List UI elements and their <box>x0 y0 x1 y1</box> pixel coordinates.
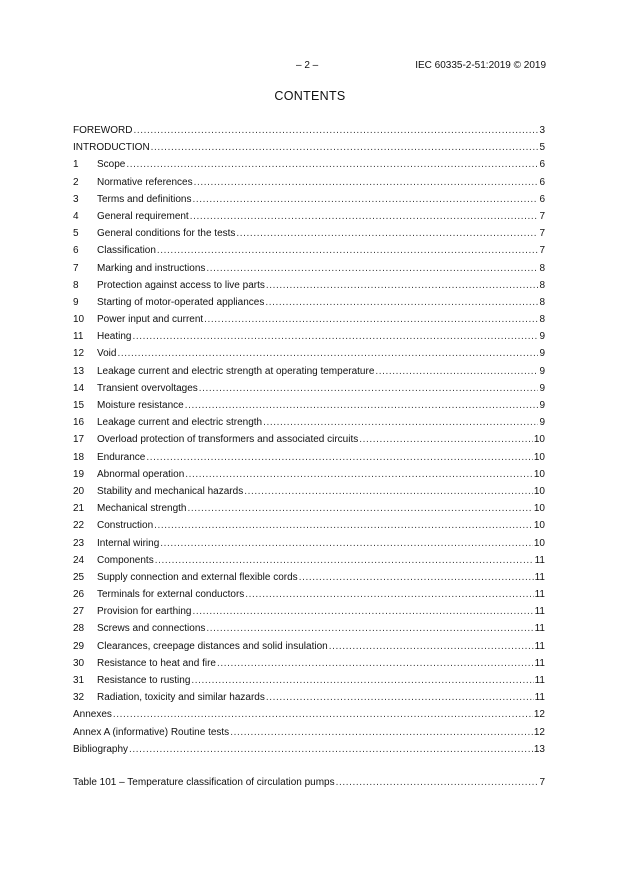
entry-title: Normative references <box>97 176 193 188</box>
dot-leader <box>230 724 533 741</box>
page-ref: 12 <box>533 709 545 721</box>
toc-entry[interactable] <box>73 174 545 191</box>
page-ref: 3 <box>539 125 545 136</box>
dot-leader <box>129 741 533 758</box>
toc-entry[interactable] <box>73 552 545 569</box>
entry-title: Classification <box>97 245 156 257</box>
dot-leader <box>375 363 538 380</box>
dot-leader <box>193 603 534 620</box>
dot-leader <box>190 208 539 225</box>
dot-leader <box>266 689 534 706</box>
toc-entry[interactable] <box>73 122 545 139</box>
page-number: – 2 – <box>296 60 319 71</box>
toc-entry[interactable] <box>73 208 545 225</box>
clause-number: 5 <box>73 228 79 240</box>
dot-leader <box>185 466 533 483</box>
clause-number: 26 <box>73 589 85 601</box>
page-ref: 6 <box>539 159 545 171</box>
entry-title: FOREWORD <box>73 125 133 136</box>
page-ref: 8 <box>539 314 545 326</box>
entry-title: General requirement <box>97 210 189 222</box>
toc-entry[interactable] <box>73 483 545 500</box>
toc-entry[interactable] <box>73 260 545 277</box>
entry-title: Void <box>97 348 117 360</box>
page-ref: 10 <box>533 451 545 463</box>
page-ref: 11 <box>534 623 545 635</box>
document-reference: IEC 60335-2-51:2019 © 2019 <box>415 60 546 71</box>
dot-leader <box>199 380 539 397</box>
toc-entry[interactable] <box>73 655 545 672</box>
page-ref: 6 <box>539 176 545 188</box>
page-ref: 7 <box>539 228 545 240</box>
page-ref: 7 <box>539 245 545 257</box>
toc-entry[interactable] <box>73 311 545 328</box>
entry-title: General conditions for the tests <box>97 228 236 240</box>
entry-title: Marking and instructions <box>97 262 206 274</box>
page-ref: 6 <box>539 193 545 205</box>
entry-title: Provision for earthing <box>97 606 192 618</box>
clause-number: 16 <box>73 417 85 429</box>
dot-leader <box>359 431 533 448</box>
entry-title: Supply connection and external flexible cords <box>97 571 298 583</box>
dot-leader <box>154 517 533 534</box>
page-ref: 10 <box>533 520 545 532</box>
entry-title: INTRODUCTION <box>73 142 150 154</box>
entry-title: Scope <box>97 159 126 171</box>
toc-entry[interactable] <box>73 449 545 466</box>
toc-entry[interactable] <box>73 277 545 294</box>
dot-leader <box>185 397 539 414</box>
page-ref: 8 <box>539 296 545 308</box>
clause-number: 4 <box>73 210 79 222</box>
entry-title: Annexes <box>73 709 112 721</box>
toc-entry[interactable] <box>73 620 545 637</box>
clause-number: 20 <box>73 485 85 497</box>
dot-leader <box>188 500 533 517</box>
toc-entry[interactable] <box>73 724 545 741</box>
page-ref: 13 <box>533 743 545 755</box>
toc-entry[interactable] <box>73 586 545 603</box>
clause-number: 19 <box>73 468 85 480</box>
clause-number: 7 <box>73 262 79 274</box>
table-entry[interactable] <box>73 774 545 791</box>
page-ref: 5 <box>539 142 545 154</box>
page-ref: 9 <box>539 365 545 377</box>
entry-title: Resistance to rusting <box>97 675 191 686</box>
clause-number: 15 <box>73 400 85 411</box>
toc-entry[interactable] <box>73 191 545 208</box>
entry-title: Leakage current and electric strength <box>97 417 263 429</box>
toc-entry[interactable] <box>73 689 545 706</box>
page-ref: 10 <box>533 434 545 446</box>
entry-title: Protection against access to live parts <box>97 279 265 291</box>
clause-number: 23 <box>73 537 85 549</box>
page-ref: 11 <box>534 554 545 566</box>
page-ref: 11 <box>534 692 545 704</box>
clause-number: 8 <box>73 279 79 291</box>
dot-leader <box>126 156 538 173</box>
clause-number: 13 <box>73 365 85 377</box>
clause-number: 22 <box>73 520 85 532</box>
toc-entry[interactable] <box>73 603 545 620</box>
entry-title: Terms and definitions <box>97 193 192 205</box>
dot-leader <box>157 242 539 259</box>
page-ref: 11 <box>534 640 545 652</box>
page-ref: 10 <box>533 468 545 480</box>
page-ref: 11 <box>534 589 545 601</box>
entry-title: Table 101 – Temperature classification of circulation pumps <box>73 777 335 788</box>
toc-entry[interactable] <box>73 380 545 397</box>
clause-number: 11 <box>73 331 84 343</box>
toc-entry[interactable] <box>73 672 545 689</box>
clause-number: 1 <box>73 159 79 171</box>
entry-title: Construction <box>97 520 154 532</box>
dot-leader <box>193 191 539 208</box>
list-of-tables <box>73 774 545 791</box>
entry-title: Radiation, toxicity and similar hazards <box>97 692 265 704</box>
page-ref: 12 <box>533 726 545 738</box>
clause-number: 14 <box>73 382 85 394</box>
toc-entry[interactable] <box>73 431 545 448</box>
page-ref: 9 <box>539 382 545 394</box>
entry-title: Terminals for external conductors <box>97 589 245 601</box>
page-ref: 11 <box>534 606 545 618</box>
toc-entry[interactable] <box>73 242 545 259</box>
toc-entry[interactable] <box>73 294 545 311</box>
dot-leader <box>299 569 534 586</box>
entry-title: Abnormal operation <box>97 468 185 480</box>
contents-title: CONTENTS <box>274 89 346 103</box>
clause-number: 25 <box>73 571 85 583</box>
page-ref: 8 <box>539 262 545 274</box>
page-ref: 11 <box>534 657 545 669</box>
clause-number: 17 <box>73 434 85 446</box>
dot-leader <box>204 311 538 328</box>
toc-entry[interactable] <box>73 363 545 380</box>
clause-number: 32 <box>73 692 85 704</box>
dot-leader <box>336 774 539 791</box>
toc-entry[interactable] <box>73 535 545 552</box>
clause-number: 30 <box>73 657 85 669</box>
page-ref: 9 <box>539 331 545 343</box>
dot-leader <box>245 586 533 603</box>
entry-title: Mechanical strength <box>97 503 187 515</box>
toc-entry[interactable] <box>73 706 545 723</box>
entry-title: Resistance to heat and fire <box>97 657 216 669</box>
dot-leader <box>132 328 538 345</box>
toc-entry[interactable] <box>73 345 545 362</box>
dot-leader <box>133 122 538 139</box>
dot-leader <box>160 535 533 552</box>
page-ref: 10 <box>533 537 545 549</box>
page-ref: 9 <box>539 348 545 360</box>
entry-title: Starting of motor-operated appliances <box>97 296 265 308</box>
dot-leader <box>263 414 538 431</box>
dot-leader <box>329 638 534 655</box>
toc-entry[interactable] <box>73 328 545 345</box>
dot-leader <box>217 655 534 672</box>
entry-title: Moisture resistance <box>97 400 184 411</box>
page-ref: 11 <box>534 675 545 686</box>
dot-leader <box>236 225 538 242</box>
toc-entry[interactable] <box>73 397 545 414</box>
entry-title: Heating <box>97 331 132 343</box>
table-of-contents <box>73 122 545 758</box>
entry-title: Components <box>97 554 154 566</box>
toc-entry[interactable] <box>73 500 545 517</box>
dot-leader <box>194 174 539 191</box>
clause-number: 10 <box>73 314 85 326</box>
toc-entry[interactable] <box>73 741 545 758</box>
dot-leader <box>151 139 539 156</box>
entry-title: Clearances, creepage distances and solid insulation <box>97 640 328 652</box>
dot-leader <box>146 449 533 466</box>
entry-title: Internal wiring <box>97 537 160 549</box>
toc-entry[interactable] <box>73 225 545 242</box>
page-ref: 8 <box>539 279 545 291</box>
clause-number: 18 <box>73 451 85 463</box>
page-ref: 9 <box>539 417 545 429</box>
entry-title: Leakage current and electric strength at operating temperature <box>97 365 375 377</box>
page-ref: 9 <box>539 400 545 411</box>
clause-number: 6 <box>73 245 79 257</box>
page-ref: 11 <box>534 571 545 583</box>
clause-number: 2 <box>73 176 79 188</box>
clause-number: 3 <box>73 193 79 205</box>
clause-number: 21 <box>73 503 85 515</box>
toc-entry[interactable] <box>73 466 545 483</box>
dot-leader <box>113 706 533 723</box>
toc-entry[interactable] <box>73 156 545 173</box>
page-ref: 10 <box>533 485 545 497</box>
dot-leader <box>206 620 533 637</box>
entry-title: Overload protection of transformers and associated circuits <box>97 434 359 446</box>
dot-leader <box>155 552 534 569</box>
entry-title: Power input and current <box>97 314 204 326</box>
clause-number: 29 <box>73 640 85 652</box>
dot-leader <box>191 672 533 689</box>
page-ref: 10 <box>533 503 545 515</box>
page-ref: 7 <box>539 777 545 788</box>
toc-entry[interactable] <box>73 139 545 156</box>
clause-number: 27 <box>73 606 85 618</box>
dot-leader <box>265 294 538 311</box>
clause-number: 12 <box>73 348 85 360</box>
clause-number: 9 <box>73 296 79 308</box>
clause-number: 28 <box>73 623 85 635</box>
toc-entry[interactable] <box>73 414 545 431</box>
page-ref: 7 <box>539 210 545 222</box>
dot-leader <box>266 277 539 294</box>
entry-title: Annex A (informative) Routine tests <box>73 726 230 738</box>
toc-entry[interactable] <box>73 517 545 534</box>
dot-leader <box>206 260 538 277</box>
clause-number: 31 <box>73 675 85 686</box>
entry-title: Transient overvoltages <box>97 382 198 394</box>
entry-title: Bibliography <box>73 743 129 755</box>
entry-title: Endurance <box>97 451 146 463</box>
dot-leader <box>244 483 533 500</box>
toc-entry[interactable] <box>73 569 545 586</box>
dot-leader <box>117 345 538 362</box>
entry-title: Stability and mechanical hazards <box>97 485 244 497</box>
clause-number: 24 <box>73 554 85 566</box>
entry-title: Screws and connections <box>97 623 206 635</box>
toc-entry[interactable] <box>73 638 545 655</box>
